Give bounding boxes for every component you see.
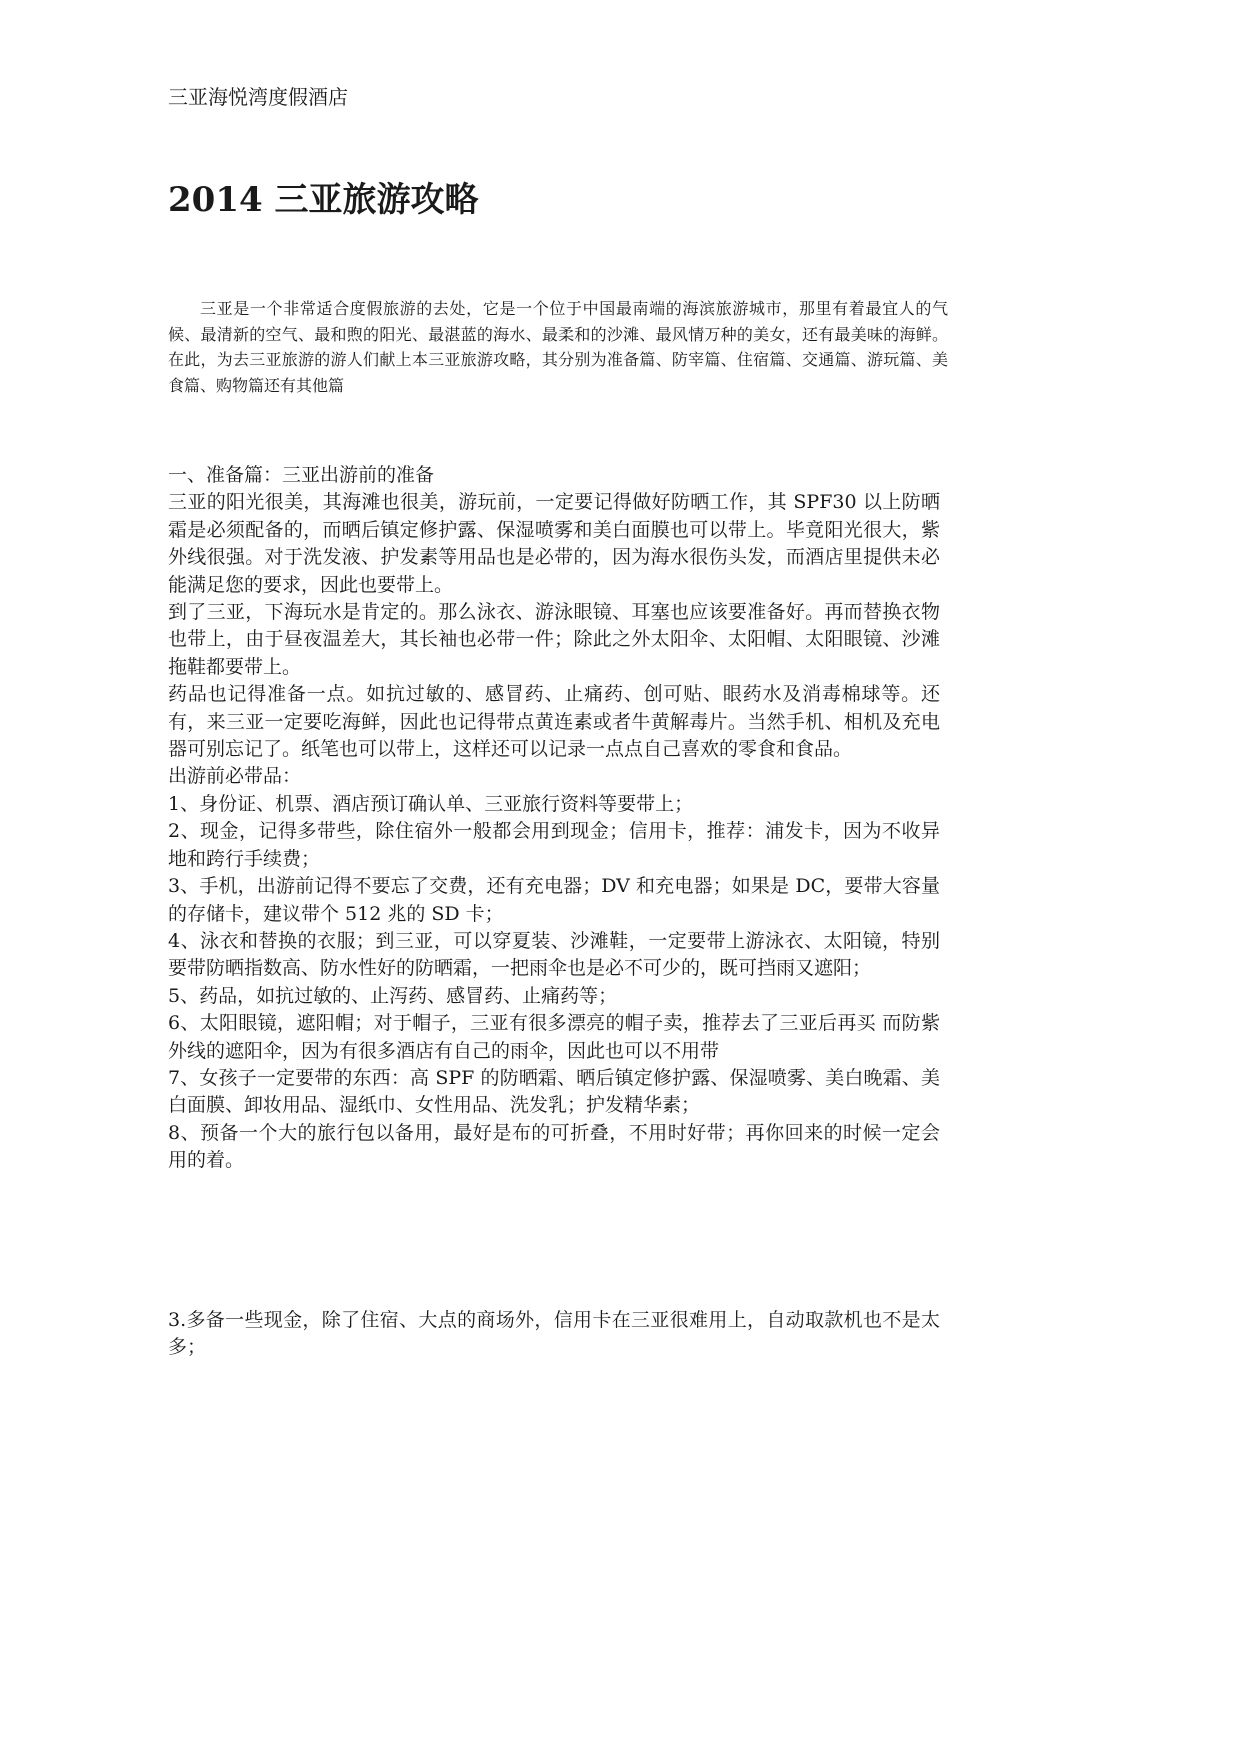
section-preparation <box>168 462 940 1175</box>
list-item: 5、药品，如抗过敏的、止泻药、感冒药、止痛药等； <box>168 984 618 1007</box>
list-item: 6、太阳眼镜，遮阳帽；对于帽子，三亚有很多漂亮的帽子卖，推荐去了三亚后再买 而防紫外线的遮阳伞，因为有很多酒店有自己的雨伞，因此也可以不用带 <box>168 1012 940 1062</box>
list-item: 2、现金，记得多带些，除住宿外一般都会用到现金；信用卡，推荐：浦发卡，因为不收异地和跨行手续费； <box>168 820 940 870</box>
section-heading: 一、准备篇：三亚出游前的准备 <box>168 464 435 486</box>
body-paragraph: 到了三亚，下海玩水是肯定的。那么泳衣、游泳眼镜、耳塞也应该要准备好。再而替换衣物也带上，由于昼夜温差大，其长袖也必带一件；除此之外太阳伞、太阳帽、太阳眼镜、沙滩拖鞋都要带上。 <box>168 601 940 678</box>
list-item: 1、身份证、机票、酒店预订确认单、三亚旅行资料等要带上； <box>168 792 694 815</box>
list-item: 7、女孩子一定要带的东西：高 SPF 的防晒霜、晒后镇定修护露、保湿喷雾、美白晚霜、美白面膜、卸妆用品、湿纸巾、女性用品、洗发乳；护发精华素； <box>168 1066 940 1117</box>
document-title: 2014 三亚旅游攻略 <box>168 180 479 220</box>
body-paragraph: 三亚的阳光很美，其海滩也很美，游玩前，一定要记得做好防晒工作，其 SPF30 以上防晒霜是必须配备的，而晒后镇定修护露、保湿喷雾和美白面膜也可以带上。毕竟阳光很大，紫外线很强。对于洗发液、护发素等用品也是必带的，因为海水很伤头发，而酒店里提供未必能满足您的要求，因此也要带上。 <box>168 491 940 596</box>
list-item: 4、泳衣和替换的衣服；到三亚，可以穿夏装、沙滩鞋，一定要带上游泳衣、太阳镜，特别要带防晒指数高、防水性好的防晒霜，一把雨伞也是必不可少的，既可挡雨又遮阳； <box>168 929 940 980</box>
intro-paragraph: 三亚是一个非常适合度假旅游的去处，它是一个位于中国最南端的海滨旅游城市，那里有着最宜人的气候、最清新的空气、最和煦的阳光、最湛蓝的海水、最柔和的沙滩、最风情万种的美女，还有最美味的海鲜。在此，为去三亚旅游的游人们献上本三亚旅游攻略，其分别为准备篇、防宰篇、住宿篇、交通篇、游玩篇、美食篇、购物篇还有其他篇 <box>168 299 948 395</box>
list-heading: 出游前必带品： <box>168 765 302 788</box>
list-item: 8、预备一个大的旅行包以备用，最好是布的可折叠，不用时好带；再你回来的时候一定会用的着。 <box>168 1121 940 1172</box>
list-item: 3、手机，出游前记得不要忘了交费，还有充电器；DV 和充电器；如果是 DC，要带大容量的存储卡，建议带个 512 兆的 SD 卡； <box>168 875 940 925</box>
body-paragraph: 药品也记得准备一点。如抗过敏的、感冒药、止痛药、创可贴、眼药水及消毒棉球等。还有，来三亚一定要吃海鲜，因此也记得带点黄连素或者牛黄解毒片。当然手机、相机及充电器可别忘记了。纸笔也可以带上，这样还可以记录一点点自己喜欢的零食和食品。 <box>168 683 940 761</box>
cash-note: 3.多备一些现金，除了住宿、大点的商场外，信用卡在三亚很难用上，自动取款机也不是太多； <box>168 1309 940 1359</box>
page-header: 三亚海悦湾度假酒店 <box>168 85 348 109</box>
cash-note-block <box>168 1307 940 1362</box>
